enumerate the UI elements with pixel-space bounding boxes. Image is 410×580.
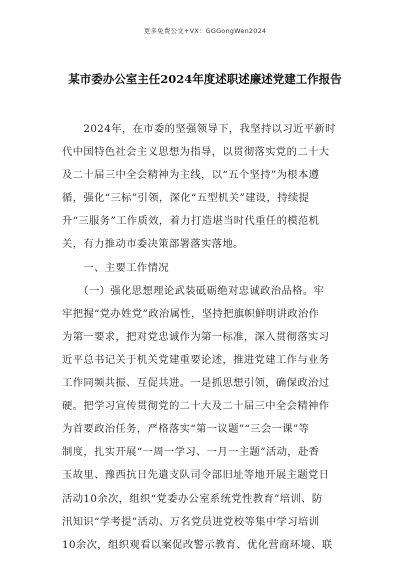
body-line: 一、主要工作情况 (62, 261, 169, 274)
body-line: 工作同频共振、互促共进。一是抓思想引领，确保政治过 (62, 377, 330, 390)
body-line: 及二十届三中全会精神为主线，以“五个坚持”为根本遵 (62, 169, 320, 182)
body-line: 硬。把学习宣传贯彻党的二十大及二十届三中全会精神作 (62, 400, 330, 413)
body-line: 10余次，组织观看以案促改警示教育、优化营商环境、联 (62, 538, 333, 551)
body-line: 循，强化“三标”引领，深化“五型机关”建设，持续提 (62, 192, 310, 205)
header-note: 更多免费公文+VX：GGGongWen2024 (143, 27, 267, 35)
body-line: 代中国特色社会主义思想为指导，以贯彻落实党的二十大 (62, 146, 330, 159)
body-line: 汛知识“学考提”活动、万名党员进党校等集中学习培训 (62, 515, 320, 528)
document-title: 某市委办公室主任2024年度述职述廉述党建工作报告 (68, 72, 342, 86)
body-line: 活动10余次，组织“党委办公室系统党性教育”培训、防 (62, 492, 323, 505)
body-line: 为第一要求，把对党忠诚作为第一标准，深入贯彻落实习 (62, 330, 330, 343)
body-line: 近平总书记关于机关党建重要论述，推进党建工作与业务 (62, 353, 330, 366)
body-line: 牢把握“党办姓党”政治属性，坚持把旗帜鲜明讲政治作 (62, 307, 320, 320)
body-line: 玉故里、豫西抗日先遣支队司令部旧址等地开展主题党日 (62, 469, 330, 482)
body-line: 制度，扎实开展“一周一学习、一月一主题”活动，赴香 (62, 446, 320, 459)
document-body (62, 118, 352, 557)
body-line: 为首要政治任务，严格落实“第一议题”“三会一课”等 (62, 423, 310, 436)
body-line: 关，有力推动市委决策部署落实落地。 (62, 238, 244, 251)
body-line: （一）强化思想理论武装砥砺绝对忠诚政治品格。牢 (62, 284, 325, 297)
body-line: 2024年，在市委的坚强领导下，我坚持以习近平新时 (62, 123, 336, 135)
body-line: 升“三服务”工作质效，着力打造堪当时代重任的模范机 (62, 215, 320, 228)
